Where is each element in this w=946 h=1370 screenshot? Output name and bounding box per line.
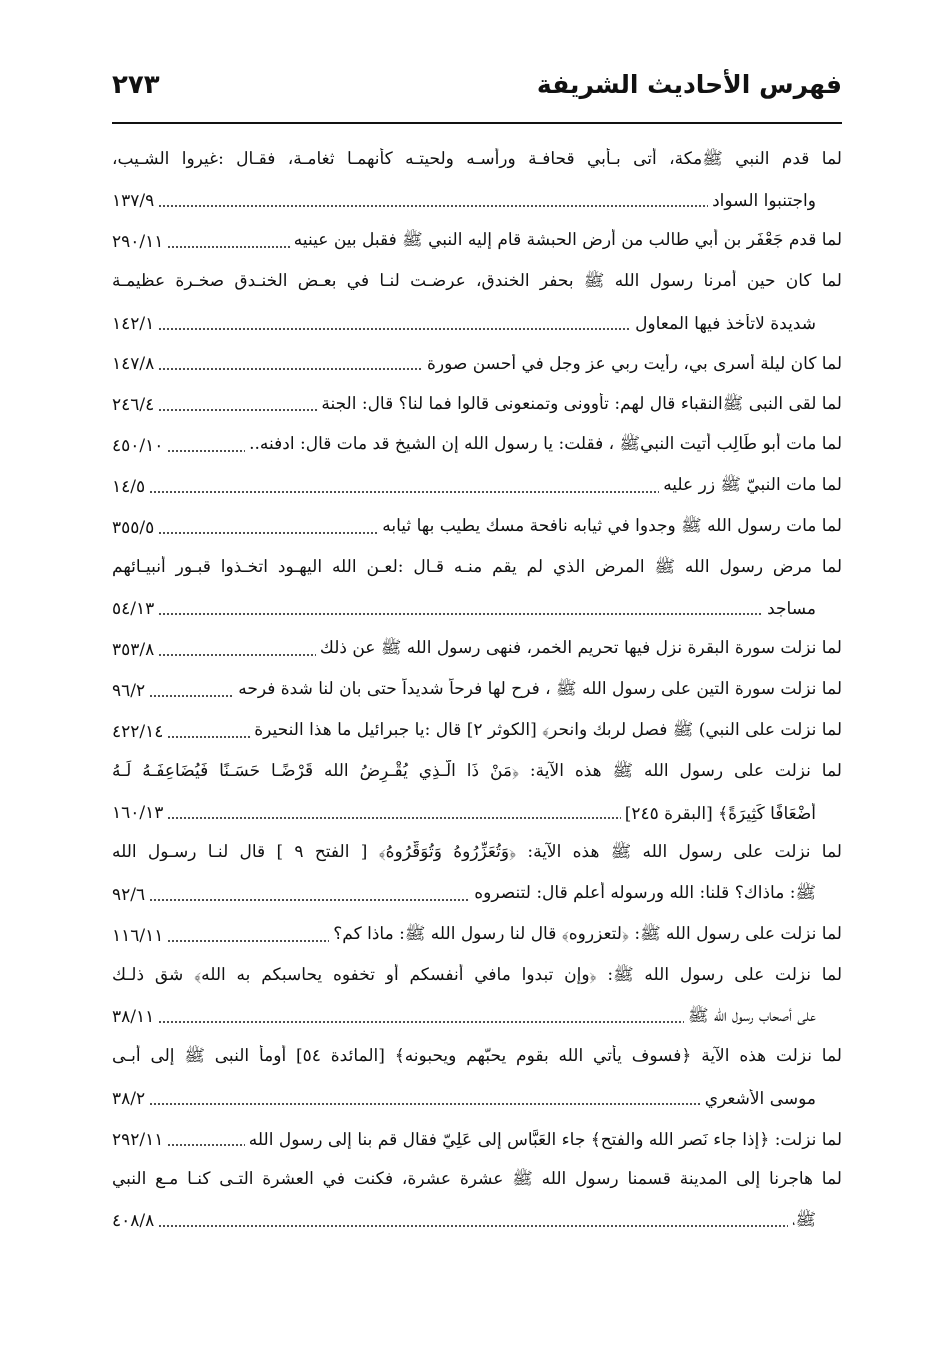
entry-text: لما هاجرنا إلى المدينة قسمنا رسول الله ﷺ عشرة عشرة، فكنت في العشرة التـى كنـا مـع النبي [112,1168,842,1189]
entry-text: لما مات أبو طَالِب أتيت النبيﷺ ، فقلت: يا رسول الله إن الشيخ قد مات قال: ادفنه.. [249,434,842,455]
index-entry [112,630,842,671]
index-entry [112,466,842,507]
dot-leader [158,364,423,374]
index-entry [112,548,842,589]
entry-text: لما نزلت على رسول الله ﷺ هذه الآية: ﴿وَتُعَزِّرُوهُ وَتُوَقِّرُوهُ﴾ [ الفتح ٩ ] قال لنـا رسـول الله [112,842,842,863]
index-entry-continuation [112,997,842,1038]
entry-text: لما مرض رسول الله ﷺ المرض الذي لم يقم منـه قـال :لعـن الله اليهـود اتخـذوا قبـور أنبيـائهم [112,556,842,577]
entry-text: لما نزلت على رسول الله ﷺ: ﴿وإن تبدوا مافي أنفسكم أو تخفوه يحاسبكم به الله﴾ شق ذلـك [112,964,842,985]
entry-text: مساجد [767,599,816,620]
dot-leader [158,609,763,619]
index-entry [112,670,842,711]
entry-text: لما كان حين أمرنا رسول الله ﷺ بحفر الخندق، عرضـت لنـا في بعـض الخنـدق صخـرة عظيمـة [112,271,842,292]
volume-page-reference: ١٤٧/٨ [112,354,155,375]
volume-page-reference: ٤٢٢/١٤ [112,721,164,742]
index-entry [112,140,842,181]
hadith-index-list [112,140,842,1242]
dot-leader [158,1017,684,1027]
volume-page-reference: ٤٠٨/٨ [112,1211,155,1232]
entry-text: لما قدم النبي ﷺمكة، أتى بـأبي قحافـة ورأسـه ولحيتـه كأنهمـا ثغامـة، فقـال :غيروا الشـيب، [112,148,842,169]
dot-leader [158,405,317,415]
volume-page-reference: ١٦٠/١٣ [112,803,164,824]
entry-text: موسى الأشعري [704,1088,816,1109]
volume-page-reference: ١٤٢/١ [112,313,155,334]
volume-page-reference: ٩٢/٦ [112,884,146,905]
volume-page-reference: ١٣٧/٩ [112,191,155,212]
volume-page-reference: ١٤/٥ [112,476,146,497]
dot-leader [167,936,329,946]
index-entry [112,222,842,263]
entry-text: شديدة لاتأخذ فيها المعاول [635,313,816,334]
page-title: فهرس الأحاديث الشريفة [536,70,842,99]
entry-text: لما نزلت على رسول الله ﷺ هذه الآية: ﴿مَنْ ذَا الَّـذِي يُقْـرِضُ الله قَرْضًـا حَسَـنًا فَيُضَاعِفَـهُ لَـهُ [112,760,842,781]
entry-text: لما قدم جَعْفَر بن أبي طالب من أرض الحبشة قام إليه النبي ﷺ فقبل بين عينيه [293,230,842,251]
volume-page-reference: ٣٨/٢ [112,1088,146,1109]
index-entry [112,385,842,426]
dot-leader [158,324,631,334]
volume-page-reference: ٢٩٢/١١ [112,1129,164,1150]
dot-leader [167,242,289,252]
entry-text: لما نزلت هذه الآية ﴿فسوف يأتي الله بقوم يحبّهم ويحبونه﴾ [المائدة ٥٤] أومأ النبى ﷺ إلى أبـى [112,1046,842,1067]
dot-leader [158,1221,788,1231]
entry-text: أَضْعَافًا كَثِيرَةً﴾ [البقرة ٢٤٥] [624,803,816,824]
dot-leader [149,895,470,905]
volume-page-reference: ٢٩٠/١١ [112,231,164,252]
index-entry [112,915,842,956]
dot-leader [149,1099,701,1109]
dot-leader [167,813,620,823]
index-entry-continuation [112,303,842,344]
index-entry-continuation [112,793,842,834]
dot-leader [167,732,250,742]
entry-text: لما لقى النبى ﷺالنقباء قال لهم: تأوونى وتمنعونى قالوا فما لنا؟ قال: الجنة [321,393,842,414]
volume-page-reference: ٩٦/٢ [112,680,146,701]
index-entry [112,956,842,997]
index-entry-continuation [112,181,842,222]
dot-leader [158,650,316,660]
index-entry [112,834,842,875]
dot-leader [167,446,245,456]
volume-page-reference: ٣٥٣/٨ [112,639,155,660]
page-number: ٢٧٣ [112,70,160,100]
index-entry [112,262,842,303]
index-entry [112,711,842,752]
index-entry [112,507,842,548]
entry-text: لما كان ليلة أسرى بي، رأيت ربي عز وجل في أحسن صورة [426,354,842,375]
index-entry-continuation [112,1078,842,1119]
volume-page-reference: ٣٨/١١ [112,1007,155,1028]
dot-leader [149,691,234,701]
entry-text: على أصحاب رسول الله ﷺ [687,1005,816,1026]
dot-leader [158,528,378,538]
volume-page-reference: ٣٥٥/٥ [112,517,155,538]
dot-leader [149,487,659,497]
entry-text: ﷺ، [792,1209,816,1230]
entry-text: لما نزلت سورة التين على رسول الله ﷺ ، فرح لها فرحاً شديداً حتى بان لنا شدة فرحه [238,679,842,700]
volume-page-reference: ٢٤٦/٤ [112,395,155,416]
entry-text: لما نزلت: ﴿إذا جاء نَصر الله والفتح﴾ جاء العَبَّاس إلى عَلِيّ فقال قم بنا إلى رسول الله [248,1130,842,1151]
index-entry [112,752,842,793]
index-entry-continuation [112,874,842,915]
entry-text: لما مات النبيّ ﷺ زر عليه [663,475,842,496]
entry-text: واجتنبوا السواد [712,191,816,212]
dot-leader [167,1140,244,1150]
dot-leader [158,201,708,211]
entry-text: لما نزلت على رسول الله ﷺ: ﴿لتعزروه﴾ قال لنا رسول الله ﷺ: ماذا كم؟ [333,924,842,945]
volume-page-reference: ١١٦/١١ [112,925,164,946]
index-entry-continuation [112,1201,842,1242]
index-entry [112,344,842,385]
entry-text: لما نزلت على النبي) ﷺ فصل لربك وانحر﴾ [الكوثر ٢] قال :يا جبرائيل ما هذا النحيرة [254,720,842,741]
page-header [112,62,842,112]
entry-text: لما مات رسول الله ﷺ وجدوا في ثيابه نافحة مسك يطيب بها ثيابه [382,516,842,537]
index-entry [112,1119,842,1160]
volume-page-reference: ٥٤/١٣ [112,599,155,620]
entry-text: ﷺ: ماذاك؟ قلنا: الله ورسوله أعلم قال: لتنصروه [474,883,816,904]
header-rule [112,122,842,124]
index-entry [112,1160,842,1201]
volume-page-reference: ٤٥٠/١٠ [112,435,164,456]
index-entry [112,426,842,467]
index-entry-continuation [112,589,842,630]
index-entry [112,1038,842,1079]
entry-text: لما نزلت سورة البقرة نزل فيها تحريم الخمر، فنهى رسول الله ﷺ عن ذلك [319,638,842,659]
